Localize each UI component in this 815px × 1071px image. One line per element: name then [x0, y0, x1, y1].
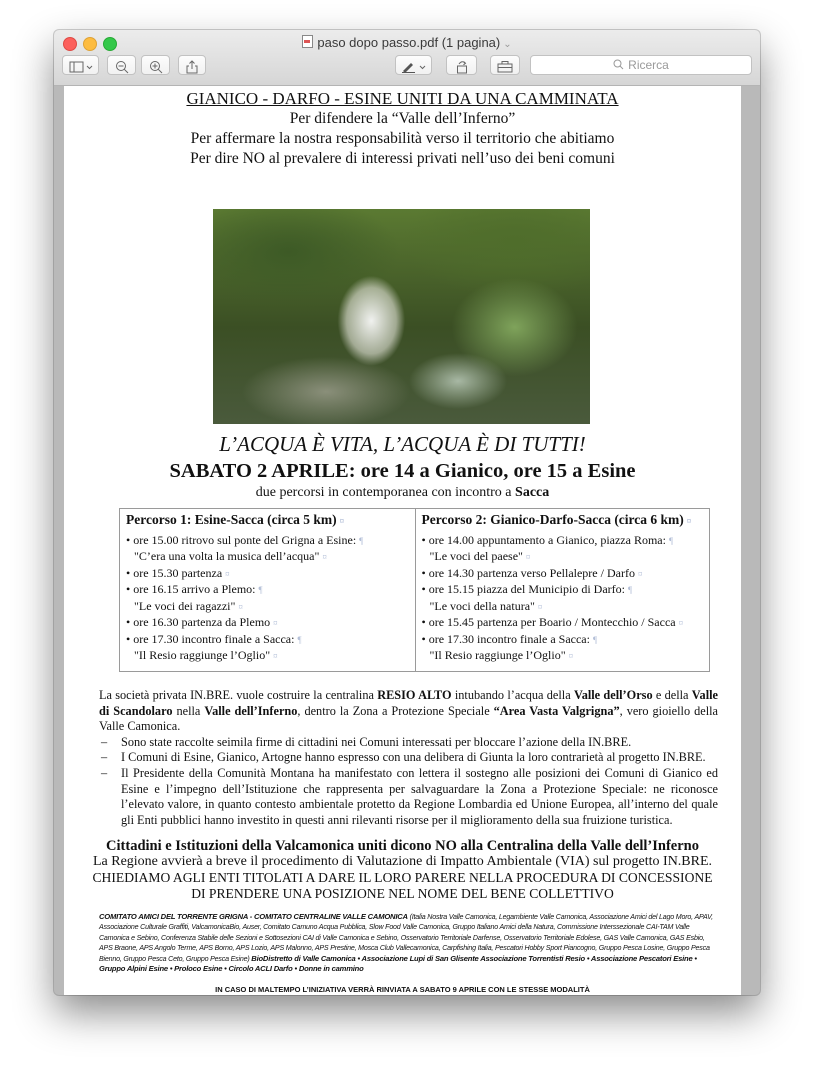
zoom-out-button[interactable]: [107, 55, 136, 75]
share-icon: [186, 60, 198, 74]
intro-paragraph: La società privata IN.BRE. vuole costruire la centralina RESIO ALTO intubando l’acqua della Valle dell’Orso e della Valle di Scandolaro nella Valle dell’Inferno, dentro la Zona a Protezione Speciale “Area Vasta Valgrigna”, vero gioiello della Valle Camonica.: [99, 688, 718, 734]
request-block: [64, 870, 741, 902]
page-heading: GIANICO - DARFO - ESINE UNITI DA UNA CAMMINATA: [186, 89, 619, 108]
route-item-time: • ore 14.30 partenza verso Pellalepre / Darfo: [421, 565, 635, 580]
route-2: [415, 509, 710, 671]
waterfall-photo: [213, 209, 590, 424]
body-text: [99, 688, 718, 828]
route-quote-text: "Le voci del paese": [429, 549, 523, 563]
pdf-file-icon: [302, 35, 313, 48]
date-sub-place: Sacca: [515, 485, 550, 500]
route-title: Percorso 1: Esine-Sacca (circa 5 km) ¤: [126, 512, 345, 527]
window-title[interactable]: [54, 35, 760, 50]
route-item: • ore 14.30 partenza verso Pellalepre / Darfo ¤: [421, 565, 643, 580]
bullet-item: – I Comuni di Esine, Gianico, Artogne hanno espresso con una delibera di Giunta la loro contrarietà al progetto IN.BRE.: [99, 750, 718, 766]
route-item: • ore 15.45 partenza per Boario / Montecchio / Sacca ¤: [421, 615, 684, 629]
route-item-time: • ore 15.15 piazza del Municipio di Darfo:: [421, 582, 625, 596]
route-item-time: • ore 17.30 incontro finale a Sacca:: [421, 631, 590, 646]
route-item: • ore 16.30 partenza da Plemo ¤: [126, 615, 278, 629]
route-item-quote: "C’era una volta la musica dell’acqua" ¤: [134, 549, 327, 563]
route-item: • ore 17.30 incontro finale a Sacca: ¶: [126, 631, 302, 646]
pdf-page[interactable]: [64, 86, 741, 995]
routes-table: [119, 508, 710, 672]
route-item-time: • ore 17.30 incontro finale a Sacca:: [126, 631, 295, 646]
pen-icon: [401, 61, 427, 73]
sidebar-icon: [69, 61, 93, 73]
route-item-quote: "Il Resio raggiunge l’Oglio" ¤: [134, 648, 278, 662]
search-field[interactable]: [530, 55, 752, 75]
route-quote-text: "Il Resio raggiunge l’Oglio": [134, 648, 271, 662]
event-date-subline: [64, 484, 741, 502]
sidebar-toggle-button[interactable]: [62, 55, 99, 75]
zoom-in-button[interactable]: [141, 55, 170, 75]
route-item-time: • ore 15.45 partenza per Boario / Montecchio / Sacca: [421, 615, 676, 629]
zoom-in-icon: [149, 60, 163, 74]
event-date: SABATO 2 APRILE: ore 14 a Gianico, ore 15 a Esine: [169, 460, 636, 482]
route-quote-text: "C’era una volta la musica dell’acqua": [134, 549, 320, 563]
route-item-quote: "Il Resio raggiunge l’Oglio" ¤: [429, 648, 574, 662]
route-title-text: Percorso 2: Gianico-Darfo-Sacca (circa 6 km): [421, 512, 684, 527]
toolbox-button[interactable]: [490, 55, 520, 75]
route-item-time: • ore 16.15 arrivo a Plemo:: [126, 582, 256, 596]
subtitle-line: Per difendere la “Valle dell’Inferno”: [289, 110, 516, 127]
subtitle-line: Per dire NO al prevalere di interessi privati nell’uso dei beni comuni: [190, 150, 615, 167]
search-placeholder: Ricerca: [628, 58, 669, 72]
route-item-quote: "Le voci dei ragazzi" ¤: [134, 598, 243, 613]
regione-line: La Regione avvierà a breve il procedimento di Valutazione di Impatto Ambientale (VIA) sul progetto IN.BRE.: [92, 854, 713, 869]
route-item: • ore 16.15 arrivo a Plemo: ¶: [126, 582, 263, 596]
subtitle-line: Per affermare la nostra responsabilità verso il territorio che abitiamo: [190, 130, 615, 147]
slogan: L’ACQUA È VITA, L’ACQUA È DI TUTTI!: [219, 432, 586, 456]
route-title-text: Percorso 1: Esine-Sacca (circa 5 km): [126, 512, 337, 527]
organizers-paragraph: COMITATO AMICI DEL TORRENTE GRIGNA - COMITATO CENTRALINE VALLE CAMONICA (Italia Nostra Valle Camonica, Legambiente Valle Camonica, Associazione Amici del Lago Moro, APAV, Associazione Culturale Graffiti, ValcamonicaBio, Auser, Comitato Camuno Acqua Pubblica, Slow Food Valle Camonica, Gruppo Italiano Amici della Natura, Commissione Interssezionale CAI-TAM Valle Camonica e Sebino, Conferenza Stabile delle Sezioni e Sottosezioni CAI di Valle Camonica e Sebino, Osservatorio Territoriale Darfense, Osservatorio Territoriale Edolese, GAS Valle Camonica, GAS Esbio, APS Braone, APS Angolo Terme, APS Borno, APS Lozio, APS Malonno, APS Prestine, Mosca Club Vallecamonica, Carpfishing Italia, Pescatori Hobby Sport Piancogno, Gruppo Pesca Losine, Gruppo Pesca Bienno, Gruppo Pesca Ceto, Gruppo Pesca Esine) BioDistretto di Valle Camonica • Associazione Lupi di San Glisente Associazione Torrentisti Resio • Associazione Pescatori Esine • Gruppo Alpini Esine • Proloco Esine • Circolo ACLI Darfo • Donne in cammino: [99, 912, 713, 974]
route-item: • ore 15.00 ritrovo sul ponte del Grigna a Esine: ¶: [126, 532, 364, 547]
request-line: DI PRENDERE UNA POSIZIONE NEL NOME DEL BENE COLLETTIVO: [191, 886, 614, 901]
route-item-quote: "Le voci del paese" ¤: [429, 549, 531, 563]
route-1: [120, 509, 415, 671]
route-item: • ore 17.30 incontro finale a Sacca: ¶: [421, 631, 598, 646]
route-quote-text: "Le voci dei ragazzi": [134, 598, 236, 613]
markup-button[interactable]: [395, 55, 432, 75]
title-bar: [54, 30, 760, 86]
toolbox-icon: [497, 60, 513, 73]
route-quote-text: "Il Resio raggiunge l’Oglio": [429, 648, 566, 662]
date-sub-text: due percorsi in contemporanea con incontro a: [255, 485, 512, 500]
search-icon: [613, 59, 624, 70]
route-item-quote: "Le voci della natura" ¤: [429, 598, 543, 613]
route-item-time: • ore 15.00 ritrovo sul ponte del Grigna a Esine:: [126, 532, 357, 547]
route-item-time: • ore 16.30 partenza da Plemo: [126, 615, 271, 629]
statement-heading: Cittadini e Istituzioni della Valcamonica uniti dicono NO alla Centralina della Valle dell’Inferno: [106, 838, 699, 854]
title-chevron-icon: ⌄: [503, 39, 512, 50]
bullet-item: – Il Presidente della Comunità Montana ha manifestato con lettera il sostegno alle posizioni dei Comuni di Gianico ed Esine e l’impegno dell’Istituzione che rappresenta per salvaguardare la Zona a Protezione Speciale: ne riconosce l’elevato valore, in quanto contesto ambientale protetto da Regione Lombardia ed Unione Europea, all’interno del quale gli Enti pubblici hanno investito in questi anni rilevanti risorse per il miglioramento della sua fruizione turistica.: [99, 766, 718, 828]
route-item: • ore 15.30 partenza ¤: [126, 565, 230, 580]
request-line: CHIEDIAMO AGLI ENTI TITOLATI A DARE IL LORO PARERE NELLA PROCEDURA DI CONCESSIONE: [92, 870, 713, 885]
route-item: • ore 15.15 piazza del Municipio di Darfo: ¶: [421, 582, 633, 596]
preview-window: [54, 30, 760, 995]
bullet-item: – Sono state raccolte seimila firme di cittadini nei Comuni interessati per bloccare l’azione della IN.BRE.: [99, 735, 718, 751]
zoom-out-icon: [115, 60, 129, 74]
route-item-time: • ore 14.00 appuntamento a Gianico, piazza Roma:: [421, 532, 666, 547]
share-button[interactable]: [178, 55, 206, 75]
route-quote-text: "Le voci della natura": [429, 598, 535, 613]
rotate-icon: [455, 60, 469, 74]
window-title-text: paso dopo passo.pdf (1 pagina): [317, 35, 501, 50]
bad-weather-notice: IN CASO DI MALTEMPO L’INIZIATIVA VERRÀ RINVIATA A SABATO 9 APRILE CON LE STESSE MODALITÀ: [215, 985, 590, 994]
route-item-time: • ore 15.30 partenza: [126, 565, 223, 580]
route-item: • ore 14.00 appuntamento a Gianico, piazza Roma: ¶: [421, 532, 674, 547]
rotate-button[interactable]: [446, 55, 477, 75]
route-title: Percorso 2: Gianico-Darfo-Sacca (circa 6 km) ¤: [421, 512, 692, 527]
